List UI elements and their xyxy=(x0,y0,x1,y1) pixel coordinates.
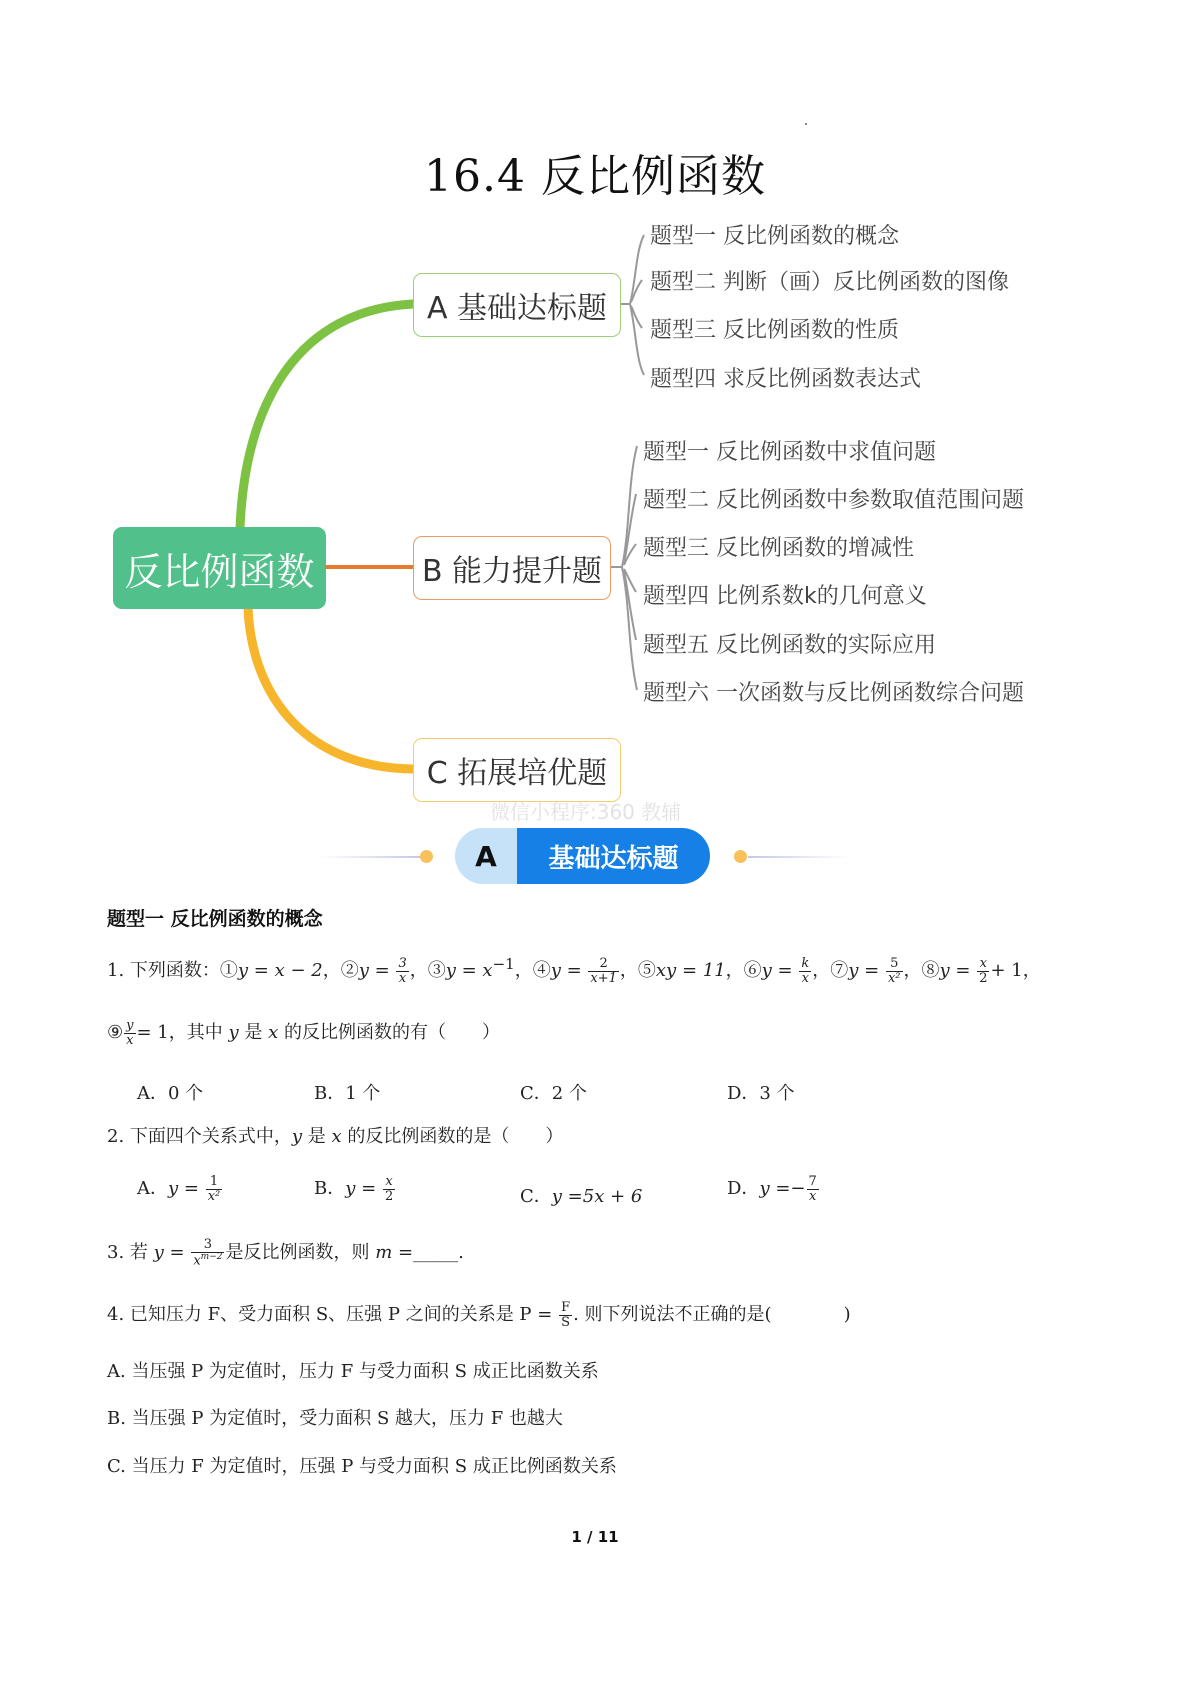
question-2-option-a[interactable]: A．y = $\frac{1}{\text{x²}}$ xyxy=(137,1173,221,1204)
watermark-text: 微信小程序:360 教辅 xyxy=(490,800,682,824)
fraction: $\frac{3}{x}$ xyxy=(398,955,407,986)
banner-dot-right xyxy=(734,850,747,863)
question-1-stem: 1. 下列函数：①y = x − 2，②y = $\frac{3}{x}$ ，③y = $x^{-1}$，④y = $\frac{2}{x+1}$ ，⑤xy = 11，⑥y = $\frac{k}{x}$ ，⑦y = $\frac{5}{\text{x²}}$ ，⑧y = $\frac{x}{2}$ + 1， xyxy=(107,955,1041,986)
mindmap-leaf-b3: 题型三 反比例函数的增减性 xyxy=(643,536,914,561)
page-title: 16.4 反比例函数 xyxy=(424,151,766,202)
question-1-option-a[interactable]: A．0 个 xyxy=(137,1083,204,1104)
question-1-stem-cont: ⑨ $\frac{y}{x}$ = 1，其中 y 是 x 的反比例函数的有（ ） xyxy=(107,1017,501,1048)
section-heading: 题型一 反比例函数的概念 xyxy=(107,908,323,930)
mindmap-leaf-b6: 题型六 一次函数与反比例函数综合问题 xyxy=(643,681,1024,706)
question-1-option-c[interactable]: C．2 个 xyxy=(520,1083,587,1104)
fraction: $\frac{3}{x^{m-2}}$ xyxy=(193,1237,223,1269)
mindmap-leaf-b4: 题型四 比例系数k的几何意义 xyxy=(643,584,927,609)
mindmap-leaf-a1: 题型一 反比例函数的概念 xyxy=(650,224,899,249)
question-1-option-b[interactable]: B．1 个 xyxy=(314,1083,381,1104)
question-2-option-d[interactable]: D．y =− $\frac{7}{x}$ xyxy=(727,1173,817,1204)
mindmap-leaf-a2: 题型二 判断（画）反比例函数的图像 xyxy=(650,270,1009,295)
question-2-option-c[interactable]: C．y =5x + 6 xyxy=(520,1186,643,1207)
page-indicator: 1 / 11 xyxy=(571,1528,619,1546)
fraction: $\frac{x}{2}$ xyxy=(979,955,988,986)
question-4-option-b[interactable]: B. 当压强 P 为定值时，受力面积 S 越大，压力 F 也越大 xyxy=(107,1408,563,1429)
question-4-option-a[interactable]: A. 当压强 P 为定值时，压力 F 与受力面积 S 成正比函数关系 xyxy=(107,1361,599,1382)
fraction: $\frac{F}{S}$ xyxy=(561,1299,571,1330)
fraction: $\frac{k}{x}$ xyxy=(801,955,810,986)
mindmap-root-node: 反比例函数 xyxy=(113,527,326,609)
mindmap-leaf-b2: 题型二 反比例函数中参数取值范围问题 xyxy=(643,488,1024,513)
question-2-option-b[interactable]: B．y = $\frac{x}{2}$ xyxy=(314,1173,394,1204)
answer-blank[interactable]: =_____. xyxy=(392,1242,464,1263)
mindmap-leaf-b5: 题型五 反比例函数的实际应用 xyxy=(643,633,936,658)
mindmap-leaf-a3: 题型三 反比例函数的性质 xyxy=(650,318,899,343)
banner-line-right xyxy=(748,856,848,858)
mindmap-branch-c: C 拓展培优题 xyxy=(413,738,621,802)
banner-line-left xyxy=(320,856,420,858)
mindmap-branch-b: B 能力提升题 xyxy=(413,536,611,600)
fraction: $\frac{2}{x+1}$ xyxy=(590,955,617,986)
mindmap-branch-a: A 基础达标题 xyxy=(413,273,621,337)
banner-label: 基础达标题 xyxy=(517,828,710,884)
banner-letter: A xyxy=(455,828,517,884)
fraction: $\frac{y}{x}$ xyxy=(126,1017,134,1048)
mindmap-leaf-b1: 题型一 反比例函数中求值问题 xyxy=(643,440,936,465)
question-4-option-c[interactable]: C. 当压力 F 为定值时，压强 P 与受力面积 S 成正比例函数关系 xyxy=(107,1456,617,1477)
question-3-stem: 3. 若 y = $\frac{3}{x^{m-2}}$ 是反比例函数，则 m =_____. xyxy=(107,1237,464,1269)
question-2-stem: 2. 下面四个关系式中，y 是 x 的反比例函数的是（ ） xyxy=(107,1126,564,1147)
question-1-option-d[interactable]: D．3 个 xyxy=(727,1083,795,1104)
mindmap-leaf-a4: 题型四 求反比例函数表达式 xyxy=(650,367,921,392)
banner-dot-left xyxy=(420,850,433,863)
fraction: $\frac{5}{\text{x²}}$ xyxy=(887,955,901,986)
question-4-stem: 4. 已知压力 F、受力面积 S、压强 P 之间的关系是 P = $\frac{F}{S}$ . 则下列说法不正确的是( ) xyxy=(107,1299,851,1330)
section-banner xyxy=(455,828,710,884)
